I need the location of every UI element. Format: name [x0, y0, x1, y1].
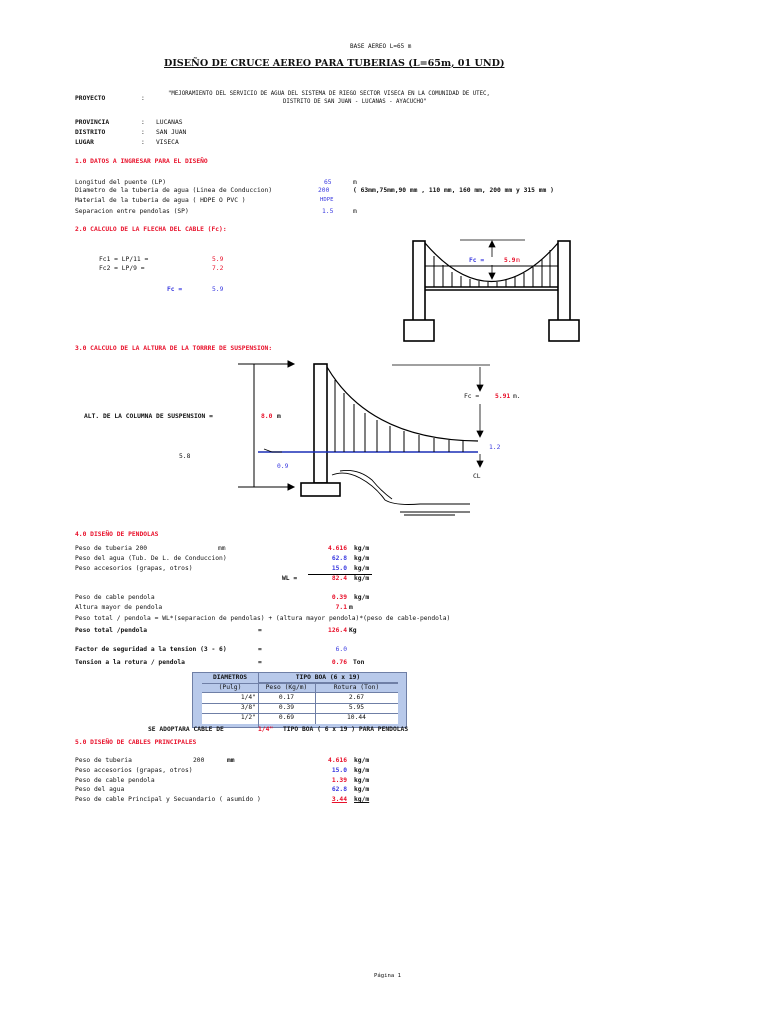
province-colon: : — [141, 119, 145, 126]
fc2-value: 7.2 — [212, 265, 224, 272]
bridge-hangers — [434, 250, 550, 287]
wl-unit: kg/m — [354, 575, 370, 582]
section2-heading: 2.0 CALCULO DE LA FLECHA DEL CABLE (Fc): — [75, 226, 227, 233]
fc-label: Fc = — [167, 286, 183, 293]
district-value: SAN JUAN — [156, 129, 187, 136]
main-cable-row-label: Peso del agua — [75, 786, 125, 793]
weight-row-label: Peso de tuberia 200 — [75, 545, 148, 552]
weight-row-unit: kg/m — [354, 555, 370, 562]
table-row-rupture: 2.67 — [348, 694, 365, 701]
diagram-fc-unit: m — [516, 257, 520, 264]
bridge-towers — [404, 241, 579, 341]
province-label: PROVINCIA — [75, 119, 110, 126]
main-cable-row-value: 62.8 — [331, 786, 347, 793]
table-row-diameter: 3/8" — [240, 704, 256, 711]
total-weight-unit: Kg — [349, 627, 357, 634]
main-cable-row-unit: kg/m — [354, 796, 370, 803]
main-cable-row-label: Peso de cable pendola — [75, 777, 155, 784]
table-sub-inch: (Pulg) — [218, 684, 242, 691]
fc-right-label: Fc = — [464, 393, 480, 400]
weight-row-value: 15.0 — [331, 565, 347, 572]
tower-column — [301, 364, 340, 496]
page-footer: Página 1 — [374, 973, 401, 979]
data-row-value: 65 — [324, 179, 332, 186]
project-line1: "MEJORAMIENTO DEL SERVICIO DE AGUA DEL SISTEMA DE RIEGO SECTOR VISECA EN LA COMUNIDAD DE UTEC, — [168, 91, 490, 97]
weight-row-label: Peso accesorios (grapas, otros) — [75, 565, 193, 572]
table-row-weight: 0.69 — [278, 714, 295, 721]
cable-table — [192, 672, 407, 728]
main-cable-row-unit: kg/m — [354, 786, 370, 793]
data-row-unit: ( 63mm,75mm,90 mm , 110 mm, 160 mm, 200 mm y 315 mm ) — [353, 187, 554, 194]
main-cable-row-label: Peso accesorios (grapas, otros) — [75, 767, 193, 774]
total-weight-label: Peso total /pendola — [75, 627, 148, 634]
main-cable-row-value: 3.44 — [331, 796, 347, 803]
project-line2: DISTRITO DE SAN JUAN - LUCANAS - AYACUCHO" — [283, 99, 427, 105]
data-row-label: Separacion entre pendolas (SP) — [75, 208, 189, 215]
data-row-label: Material de la tuberia de agua ( HDPE O PVC ) — [75, 197, 246, 204]
break-tension-unit: Ton — [353, 659, 365, 666]
column-height-label: ALT. DE LA COLUMNA DE SUSPENSION = — [84, 413, 213, 420]
table-sub-rupture: Rotura (Ton) — [333, 684, 380, 691]
place-value: VISECA — [156, 139, 179, 146]
safety-factor-label: Factor de seguridad a la tension (3 - 6) — [75, 646, 227, 653]
break-tension-label: Tension a la rotura / pendola — [75, 659, 185, 666]
weight-row-unit: kg/m — [354, 545, 370, 552]
safety-factor-eq: = — [258, 646, 262, 653]
fc-right-value: 5.91 — [495, 393, 511, 400]
district-label: DISTRITO — [75, 129, 106, 136]
header-cut-text: BASE AEREO L=65 m — [350, 43, 412, 50]
project-colon: : — [141, 95, 145, 102]
weight-row-value: 62.8 — [331, 555, 347, 562]
table-sub-weight: Peso (Kg/m) — [265, 684, 308, 691]
main-cable-row-unit: kg/m — [354, 767, 370, 774]
main-cable-row-unit: kg/m — [354, 757, 370, 764]
table-row-rupture: 5.95 — [348, 704, 365, 711]
total-weight-eq: = — [258, 627, 262, 634]
adopt-text-c: TIPO BOA ( 6 x 19 ) PARA PENDOLAS — [283, 726, 409, 733]
centerline-label: CL — [473, 473, 481, 480]
total-weight-value: 126.4 — [328, 627, 347, 634]
terrain-profile — [332, 470, 470, 515]
hanger-height-label: Altura mayor de pendola — [75, 604, 163, 611]
height-dimension — [238, 361, 294, 490]
dim-58-label: 5.8 — [179, 453, 191, 460]
break-tension-eq: = — [258, 659, 262, 666]
weight-row-value: 4.616 — [328, 545, 347, 552]
place-colon: : — [141, 139, 145, 146]
main-cable-row-label: Peso de cable Principal y Secuandario ( asumido ) — [75, 796, 261, 803]
main-cable-row-mid: 200 — [193, 757, 205, 764]
fc-value: 5.9 — [212, 286, 224, 293]
weight-row-unit: kg/m — [354, 565, 370, 572]
table-row-rupture: 10.44 — [347, 714, 366, 721]
table-header-diameter: DIAMETROS — [212, 674, 248, 681]
cable-weight-label: Peso de cable pendola — [75, 594, 155, 601]
main-cable-row-mid2: mm — [227, 757, 235, 764]
main-cable-row-value: 1.39 — [331, 777, 347, 784]
fc1-value: 5.9 — [212, 256, 224, 263]
data-row-label: Diametro de la tuberia de agua (Linea de Conduccion) — [75, 187, 273, 194]
fc-right-dimension — [392, 365, 490, 467]
bridge-deck — [425, 266, 558, 290]
fc2-label: Fc2 = LP/9 = — [99, 265, 145, 272]
cable-weight-unit: kg/m — [354, 594, 370, 601]
wl-label: WL = — [282, 575, 298, 582]
hanger-height-unit: m — [349, 604, 353, 611]
safety-factor-value: 6.0 — [335, 646, 347, 653]
project-label: PROYECTO — [75, 95, 106, 102]
district-colon: : — [141, 129, 145, 136]
place-label: LUGAR — [75, 139, 94, 146]
table-row-weight: 0.17 — [278, 694, 295, 701]
data-row-value: 200 — [318, 187, 330, 194]
fc1-label: Fc1 = LP/11 = — [99, 256, 149, 263]
break-tension-value: 0.76 — [331, 659, 347, 666]
adopt-text-b: 1/4" — [258, 726, 274, 733]
section4-heading: 4.0 DISEÑO DE PENDOLAS — [75, 531, 159, 538]
hanger-height-value: 7.1 — [335, 604, 347, 611]
main-cable-row-unit: kg/m — [354, 777, 370, 784]
province-value: LUCANAS — [156, 119, 183, 126]
data-row-value: 1.5 — [322, 208, 334, 215]
weight-row-mid: mm — [218, 545, 226, 552]
dim-12-label: 1.2 — [489, 444, 501, 451]
main-cable — [327, 367, 478, 441]
diagram-fc-value: 5.9 — [504, 257, 516, 264]
cable-weight-value: 0.39 — [331, 594, 347, 601]
fc-right-unit: m. — [513, 393, 521, 400]
main-cable-row-value: 15.0 — [331, 767, 347, 774]
data-row-label: Longitud del puente (LP) — [75, 179, 166, 186]
small-dimension — [264, 449, 282, 452]
data-row-unit: m — [353, 179, 357, 186]
bridge-cable — [425, 243, 558, 282]
table-row-weight: 0.39 — [278, 704, 295, 711]
section5-heading: 5.0 DISEÑO DE CABLES PRINCIPALES — [75, 739, 197, 746]
table-row-diameter: 1/2" — [240, 714, 256, 721]
section3-heading: 3.0 CALCULO DE LA ALTURA DE LA TORRRE DE SUSPENSION: — [75, 345, 273, 352]
wl-value: 82.4 — [331, 575, 347, 582]
table-header-type: TIPO BOA (6 x 19) — [295, 674, 361, 681]
column-height-value: 8.0 — [261, 413, 273, 420]
adopt-text-a: SE ADOPTARA CABLE DE — [148, 726, 224, 733]
data-row-value: HDPE — [320, 197, 334, 203]
total-weight-formula: Peso total / pendola = WL*(separacion de pendolas) + (altura mayor pendola)*(peso de cable-pendola) — [75, 615, 451, 622]
data-row-unit: m — [353, 208, 357, 215]
main-cable-row-label: Peso de tuberia — [75, 757, 132, 764]
main-cable-row-value: 4.616 — [328, 757, 347, 764]
tower-hangers — [335, 380, 463, 452]
weight-row-label: Peso del agua (Tub. De L. de Conduccion) — [75, 555, 227, 562]
dim-09-label: 0.9 — [277, 463, 289, 470]
section1-heading: 1.0 DATOS A INGRESAR PARA EL DISEÑO — [75, 158, 208, 165]
table-row-diameter: 1/4" — [240, 694, 256, 701]
diagram-fc-label: Fc = — [469, 257, 485, 264]
page-title: DISEÑO DE CRUCE AEREO PARA TUBERIAS (L=65m, 01 UND) — [164, 58, 505, 69]
column-height-unit: m — [277, 413, 281, 420]
